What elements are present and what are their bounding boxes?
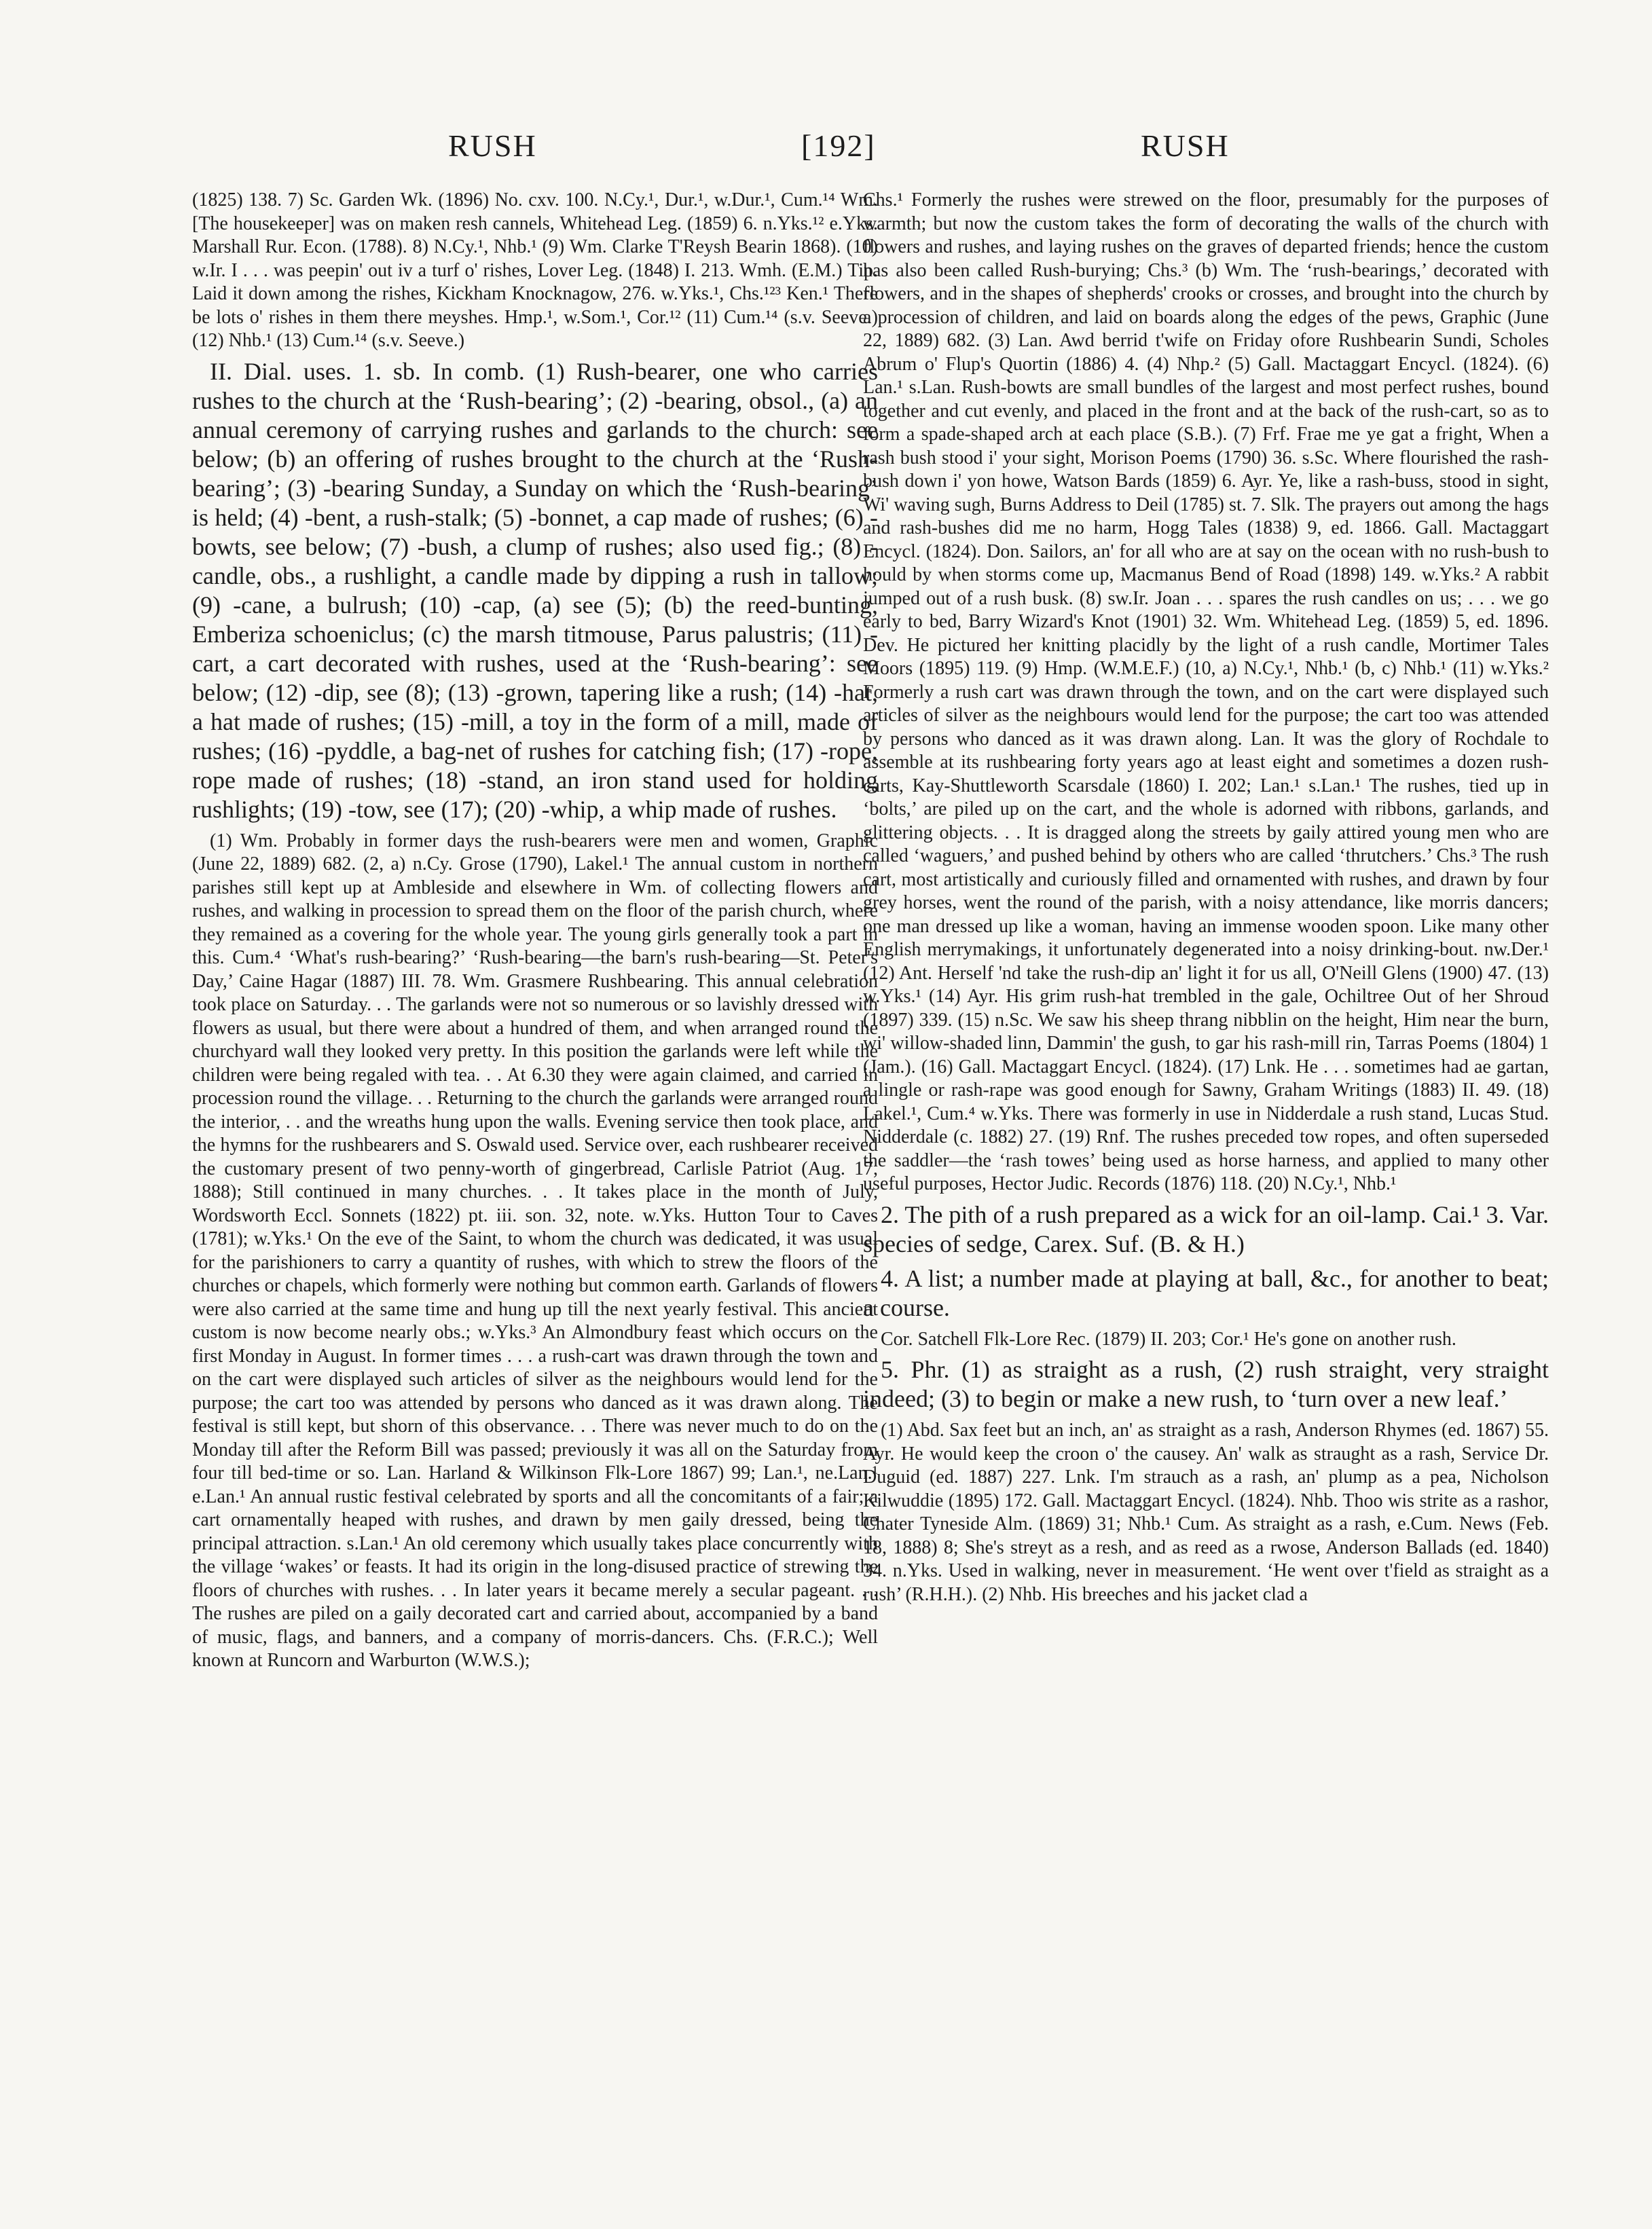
left-para-dial-uses: II. Dial. uses. 1. sb. In comb. (1) Rush-bearer, one who carries rushes to the church at the ‘Rush-bearing’; (2) -bearing, obsol., (a) an annual ceremony of carrying rushes and garlands to the church: see below; (b) an offering of rushes brought to the church at the ‘Rush-bearing’; (3) -bearing Sunday, a Sunday on which the ‘Rush-bearing’ is held; (4) -bent, a rush-stalk; (5) -bonnet, a cap made of rushes; (6) -bowts, see below; (7) -bush, a clump of rushes; also used fig.; (8) -candle, obs., a rushlight, a candle made by dipping a rush in tallow; (9) -cane, a bulrush; (10) -cap, (a) see (5); (b) the reed-bunting, Emberiza schoeniclus; (c) the marsh titmouse, Parus palustris; (11) -cart, a cart decorated with rushes, used at the ‘Rush-bearing’: see below; (12) -dip, see (8); (13) -grown, tapering like a rush; (14) -hat, a hat made of rushes; (15) -mill, a toy in the form of a mill, made of rushes; (16) -pyddle, a bag-net of rushes for catching fish; (17) -rope, rope made of rushes; (18) -stand, an iron stand used for holding rushlights; (19) -tow, see (17); (20) -whip, a whip made of rushes. xyxy=(192,357,878,823)
left-column xyxy=(192,189,878,2198)
right-para-quotations-2: Cor. Satchell Flk-Lore Rec. (1879) II. 203; Cor.¹ He's gone on another rush. xyxy=(881,1328,1456,1350)
left-para-quotations-1: (1825) 138. 7) Sc. Garden Wk. (1896) No. cxv. 100. N.Cy.¹, Dur.¹, w.Dur.¹, Cum.¹⁴ Wm. [The housekeeper] was on maken resh cannels, Whitehead Leg. (1859) 6. n.Yks.¹² e.Yks. Marshall Rur. Econ. (1788). 8) N.Cy.¹, Nhb.¹ (9) Wm. Clarke T'Reysh Bearin 1868). (10) w.Ir. I . . . was peepin' out iv a turf o' rishes, Lover Leg. (1848) I. 213. Wmh. (E.M.) Tip. Laid it down among the rishes, Kickham Knocknagow, 276. w.Yks.¹, Chs.¹²³ Ken.¹ There be lots o' rishes in them there meyshes. Hmp.¹, w.Som.¹, Cor.¹² (11) Cum.¹⁴ (s.v. Seeve.) (12) Nhb.¹ (13) Cum.¹⁴ (s.v. Seeve.) xyxy=(192,189,878,351)
right-column xyxy=(863,189,1549,2198)
right-para-sense-4: 4. A list; a number made at playing at ball, &c., for another to beat; a course. xyxy=(863,1264,1549,1321)
running-header xyxy=(0,128,1652,168)
right-para-sense-5: 5. Phr. (1) as straight as a rush, (2) rush straight, very straight indeed; (3) to begin or make a new rush, to ‘turn over a new leaf.’ xyxy=(863,1356,1549,1412)
header-left-headword: RUSH xyxy=(448,128,537,163)
right-para-quotations-3: (1) Abd. Sax feet but an inch, an' as straight as a rash, Anderson Rhymes (ed. 1867) 55. Ayr. He would keep the croon o' the causey. An' walk as straught as a rash, Service Dr. Duguid (ed. 1887) 227. Lnk. I'm strauch as a rash, an' plump as a pea, Nicholson Kilwuddie (1895) 172. Gall. Mactaggart Encycl. (1824). Nhb. Thoo wis strite as a rashor, Chater Tyneside Alm. (1869) 31; Nhb.¹ Cum. As straight as a rash, e.Cum. News (Feb. 18, 1888) 8; She's streyt as a resh, and as reed as a rwose, Anderson Ballads (ed. 1840) 34. n.Yks. Used in walking, never in measurement. ‘He went over t'field as straight as a rush’ (R.H.H.). (2) Nhb. His breeches and his jacket clad a xyxy=(863,1420,1549,1605)
page-number: [192] xyxy=(801,128,876,163)
left-para-quotations-2: (1) Wm. Probably in former days the rush-bearers were men and women, Graphic (June 22, 1889) 682. (2, a) n.Cy. Grose (1790), Lakel.¹ The annual custom in northern parishes still kept up at Ambleside and elsewhere in Wm. of collecting flowers and rushes, and walking in procession to spread them on the floor of the parish church, where they remained as a covering for the whole year. The young girls generally took a part in this. Cum.⁴ ‘What's rush-bearing?’ ‘Rush-bearing—the barn's rush-bearing—St. Peter's Day,’ Caine Hagar (1887) III. 78. Wm. Grasmere Rushbearing. This annual celebration took place on Saturday. . . The garlands were not so numerous or so lavishly dressed with flowers as usual, but there were about a hundred of them, and when arranged round the churchyard wall they looked very pretty. In this position the garlands were left while the children were being regaled with tea. . . At 6.30 they were again claimed, and carried in procession round the village. . . Returning to the church the garlands were arranged round the interior, . . and the wreaths hung upon the walls. Evening service then took place, and the hymns for the rushbearers and S. Oswald used. Service over, each rushbearer received the customary present of two penny-worth of gingerbread, Carlisle Patriot (Aug. 17, 1888); Still continued in many churches. . . It takes place in the month of July, Wordsworth Eccl. Sonnets (1822) pt. iii. son. 32, note. w.Yks. Hutton Tour to Caves (1781); w.Yks.¹ On the eve of the Saint, to whom the church was dedicated, it was usual for the parishioners to carry a quantity of rushes, with which to strew the floors of the churches or chapels, which formerly were nothing but common earth. Garlands of flowers were also carried at the same time and hung up till the next yearly festival. This ancient custom is now become nearly obs.; w.Yks.³ An Almondbury feast which occurs on the first Monday in August. In former times . . . a rush-cart was drawn through the town and on the cart were displayed such articles of silver as the neighbours would lend for the purpose; the cart too was attended by persons who danced as it was drawn along. The festival is still kept, but shorn of this observance. . . There was never much to do on the Monday till after the Reform Bill was passed; previously it was all on the Saturday from four till bed-time or so. Lan. Harland & Wilkinson Flk-Lore 1867) 99; Lan.¹, ne.Lan.¹ e.Lan.¹ An annual rustic festival celebrated by sports and all the concomitants of a fair; a cart ornamentally heaped with rushes, and drawn by men gaily dressed, being the principal attraction. s.Lan.¹ An old ceremony which usually takes place concurrently with the village ‘wakes’ or feasts. It had its origin in the long-disused practice of strewing the floors of churches with rushes. . . In later years it became merely a secular pageant. . . The rushes are piled on a gaily decorated cart and carried about, accompanied by a band of music, flags, and banners, and a company of morris-dancers. Chs. (F.R.C.); Well known at Runcorn and Warburton (W.W.S.); xyxy=(192,830,878,1671)
right-para-sense-2-3: 2. The pith of a rush prepared as a wick for an oil-lamp. Cai.¹ 3. Var. species of sedge, Carex. Suf. (B. & H.) xyxy=(863,1200,1549,1257)
right-para-quotations-1: Chs.¹ Formerly the rushes were strewed on the floor, presumably for the purposes of warmth; but now the custom takes the form of decorating the walls of the church with flowers and rushes, and laying rushes on the graves of departed friends; hence the custom has also been called Rush-burying; Chs.³ (b) Wm. The ‘rush-bearings,’ decorated with flowers, and in the shapes of shepherds' crooks or crosses, and brought into the church by a procession of children, and laid on boards along the edges of the pews, Graphic (June 22, 1889) 682. (3) Lan. Awd berrid t'wife on Friday ofore Rushbearin Sundi, Scholes Abrum o' Flup's Quortin (1886) 4. (4) Nhp.² (5) Gall. Mactaggart Encycl. (1824). (6) Lan.¹ s.Lan. Rush-bowts are small bundles of the largest and most perfect rushes, bound together and cut evenly, and placed in the front and at the back of the rush-cart, so as to form a spade-shaped arch at each place (S.B.). (7) Frf. Frae me ye gat a fright, When a rash bush stood i' your sight, Morison Poems (1790) 36. s.Sc. Where flourished the rash-bush down i' yon howe, Watson Bards (1859) 6. Ayr. Ye, like a rash-buss, stood in sight, Wi' waving sugh, Burns Address to Deil (1785) st. 7. Slk. The prayers out among the hags and rash-bushes did me no harm, Hogg Tales (1838) 9, ed. 1866. Gall. Mactaggart Encycl. (1824). Don. Sailors, an' for all who are at say on the ocean with no rush-bush to hould by when storms come up, Macmanus Bend of Road (1898) 149. w.Yks.² A rabbit jumped out of a rush busk. (8) sw.Ir. Joan . . . spares the rush candles on us; . . . we go early to bed, Barry Wizard's Knot (1901) 32. Wm. Whitehead Leg. (1859) 5, ed. 1896. Dev. He pictured her knitting placidly by the light of a rush candle, Mortimer Tales Moors (1895) 119. (9) Hmp. (W.M.E.F.) (10, a) N.Cy.¹, Nhb.¹ (b, c) Nhb.¹ (11) w.Yks.² Formerly a rush cart was drawn through the town, and on the cart were displayed such articles of silver as the neighbours would lend for the purpose; the cart too was attended by persons who danced as it was drawn along. Lan. It was the glory of Rochdale to assemble at its rushbearing forty years ago at least eight and sometimes a dozen rush-carts, Kay-Shuttleworth Scarsdale (1860) I. 202; Lan.¹ s.Lan.¹ The rushes, tied up in ‘bolts,’ are piled up on the cart, and the whole is adorned with ribbons, garlands, and glittering objects. . . It is dragged along the streets by gaily attired young men who are called ‘waguers,’ and pushed behind by others who are called ‘thrutchers.’ Chs.³ The rush cart, most artistically and curiously filled and ornamented with rushes, and drawn by four grey horses, went the round of the parish, with a noisy attendance, like morris dancers; one man dressed up like a woman, having an immense wooden spoon. Like many other English merrymakings, it unfortunately degenerated into a noisy drinking-bout. nw.Der.¹ (12) Ant. Herself 'nd take the rush-dip an' light it for us all, O'Neill Glens (1900) 47. (13) w.Yks.¹ (14) Ayr. His grim rush-hat trembled in the gale, Ochiltree Out of her Shroud (1897) 339. (15) n.Sc. We saw his sheep thrang nibblin on the height, Him near the burn, wi' willow-shaded linn, Dammin' the gush, to gar his rash-mill rin, Tarras Poems (1804) 1 (Jam.). (16) Gall. Mactaggart Encycl. (1824). (17) Lnk. He . . . sometimes had ae gartan, a lingle or rash-rape was good enough for Sawny, Graham Writings (1883) II. 49. (18) Lakel.¹, Cum.⁴ w.Yks. There was formerly in use in Nidderdale a rush stand, Lucas Stud. Nidderdale (c. 1882) 27. (19) Rnf. The rushes preceded tow ropes, and often superseded the saddler—the ‘rash towes’ being used as horse harness, and applied to many other useful purposes, Hector Judic. Records (1876) 118. (20) N.Cy.¹, Nhb.¹ xyxy=(863,189,1549,1194)
header-right-headword: RUSH xyxy=(1141,128,1230,163)
